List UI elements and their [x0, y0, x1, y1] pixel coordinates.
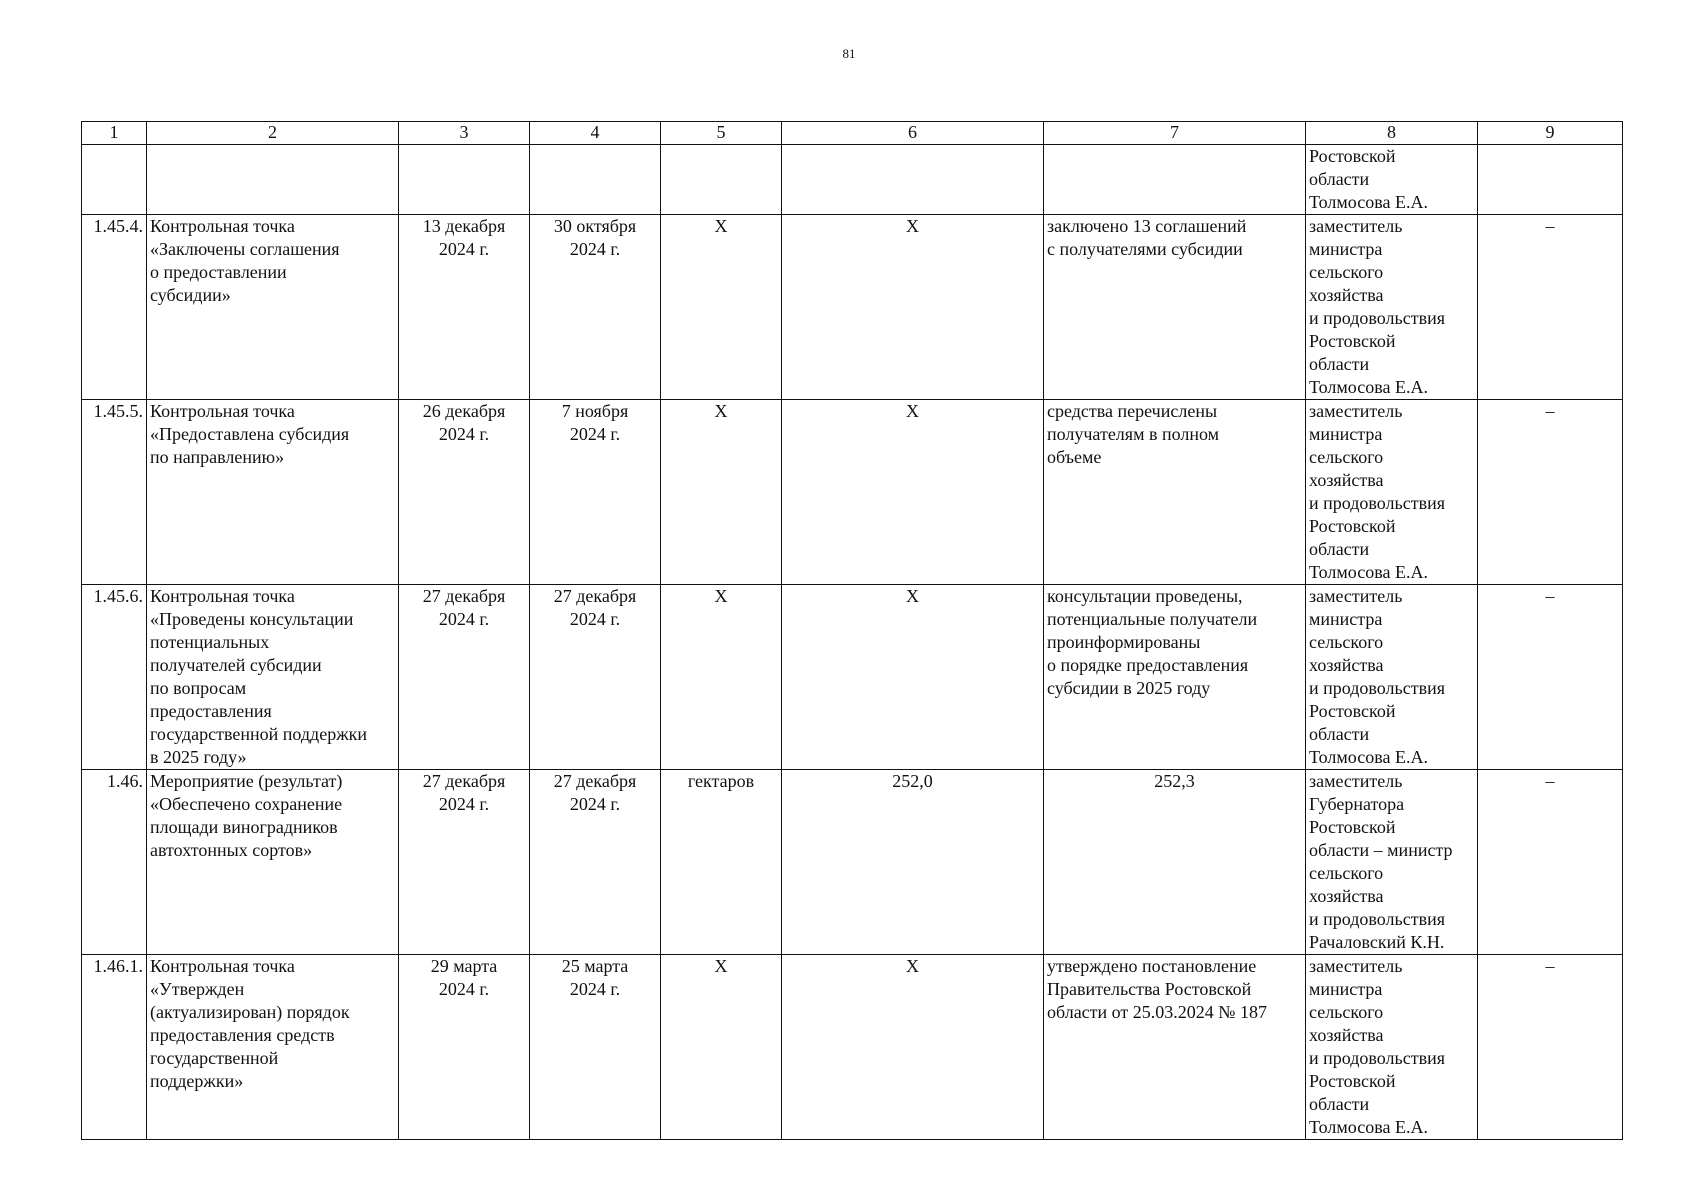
table-cell	[147, 145, 399, 215]
plan-date-cell: 27 декабря 2024 г.	[399, 770, 530, 955]
table-cell	[661, 145, 782, 215]
table-cell	[1044, 145, 1306, 215]
name-cell: Контрольная точка «Утвержден (актуализирован) порядок предоставления средств государственной поддержки»	[147, 955, 399, 1140]
name-cell: Мероприятие (результат) «Обеспечено сохранение площади виноградников автохтонных сортов»	[147, 770, 399, 955]
row-number-cell: 1.45.4.	[82, 215, 147, 400]
table-row	[82, 770, 1623, 955]
responsible-cell: заместитель Губернатора Ростовской области – министр сельского хозяйства и продовольствия Рачаловский К.Н.	[1306, 770, 1478, 955]
note-cell: –	[1478, 400, 1623, 585]
plan-value-cell: 252,0	[782, 770, 1044, 955]
result-cell: консультации проведены, потенциальные получатели проинформированы о порядке предоставления субсидии в 2025 году	[1044, 585, 1306, 770]
note-cell: –	[1478, 770, 1623, 955]
column-header: 6	[782, 122, 1044, 145]
table-row	[82, 955, 1623, 1140]
column-header: 9	[1478, 122, 1623, 145]
table-row	[82, 400, 1623, 585]
table-cell	[1478, 145, 1623, 215]
plan-value-cell: Х	[782, 215, 1044, 400]
unit-cell: Х	[661, 955, 782, 1140]
result-cell: утверждено постановление Правительства Ростовской области от 25.03.2024 № 187	[1044, 955, 1306, 1140]
result-cell: 252,3	[1044, 770, 1306, 955]
name-cell: Контрольная точка «Проведены консультации потенциальных получателей субсидии по вопросам предоставления государственной поддержки в 2025 году»	[147, 585, 399, 770]
table-cell	[782, 145, 1044, 215]
note-cell: –	[1478, 955, 1623, 1140]
row-number-cell: 1.45.5.	[82, 400, 147, 585]
plan-date-cell: 29 марта 2024 г.	[399, 955, 530, 1140]
responsible-cell: заместитель министра сельского хозяйства и продовольствия Ростовской области Толмосова Е.А.	[1306, 400, 1478, 585]
continuation-row	[82, 145, 1623, 215]
fact-date-cell: 27 декабря 2024 г.	[530, 770, 661, 955]
table-row	[82, 215, 1623, 400]
plan-value-cell: Х	[782, 585, 1044, 770]
page-number: 81	[842, 46, 856, 61]
row-number-cell: 1.46.1.	[82, 955, 147, 1140]
result-cell: заключено 13 соглашений с получателями субсидии	[1044, 215, 1306, 400]
responsible-cell: Ростовской области Толмосова Е.А.	[1306, 145, 1478, 215]
plan-value-cell: Х	[782, 400, 1044, 585]
column-header: 7	[1044, 122, 1306, 145]
name-cell: Контрольная точка «Заключены соглашения о предоставлении субсидии»	[147, 215, 399, 400]
column-header: 4	[530, 122, 661, 145]
table-row	[82, 585, 1623, 770]
row-number-cell: 1.46.	[82, 770, 147, 955]
responsible-cell: заместитель министра сельского хозяйства и продовольствия Ростовской области Толмосова Е.А.	[1306, 955, 1478, 1140]
plan-date-cell: 27 декабря 2024 г.	[399, 585, 530, 770]
column-header: 5	[661, 122, 782, 145]
table-cell	[530, 145, 661, 215]
column-header: 1	[82, 122, 147, 145]
note-cell: –	[1478, 215, 1623, 400]
plan-date-cell: 13 декабря 2024 г.	[399, 215, 530, 400]
column-header: 8	[1306, 122, 1478, 145]
plan-date-cell: 26 декабря 2024 г.	[399, 400, 530, 585]
responsible-cell: заместитель министра сельского хозяйства и продовольствия Ростовской области Толмосова Е.А.	[1306, 585, 1478, 770]
name-cell: Контрольная точка «Предоставлена субсидия по направлению»	[147, 400, 399, 585]
fact-date-cell: 27 декабря 2024 г.	[530, 585, 661, 770]
table-cell	[82, 145, 147, 215]
note-cell: –	[1478, 585, 1623, 770]
unit-cell: Х	[661, 585, 782, 770]
fact-date-cell: 30 октября 2024 г.	[530, 215, 661, 400]
unit-cell: гектаров	[661, 770, 782, 955]
fact-date-cell: 7 ноября 2024 г.	[530, 400, 661, 585]
header-row	[82, 122, 1623, 145]
unit-cell: Х	[661, 400, 782, 585]
unit-cell: Х	[661, 215, 782, 400]
column-header: 2	[147, 122, 399, 145]
report-table	[81, 121, 1623, 1140]
column-header: 3	[399, 122, 530, 145]
responsible-cell: заместитель министра сельского хозяйства и продовольствия Ростовской области Толмосова Е.А.	[1306, 215, 1478, 400]
result-cell: средства перечислены получателям в полном объеме	[1044, 400, 1306, 585]
table-cell	[399, 145, 530, 215]
row-number-cell: 1.45.6.	[82, 585, 147, 770]
fact-date-cell: 25 марта 2024 г.	[530, 955, 661, 1140]
plan-value-cell: Х	[782, 955, 1044, 1140]
